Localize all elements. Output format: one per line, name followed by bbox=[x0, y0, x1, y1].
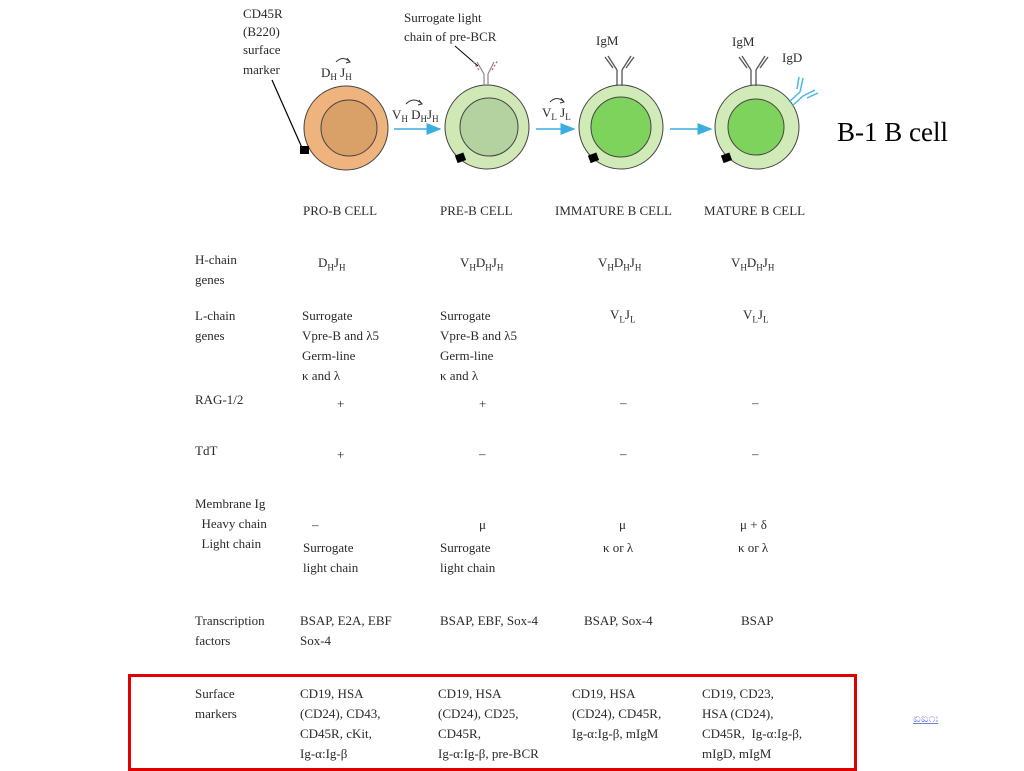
rag-immature: – bbox=[620, 395, 627, 410]
b-cell-development-diagram bbox=[0, 0, 1024, 200]
hchain-pro: $D_HJ_H$ bbox=[318, 255, 346, 273]
igd-receptor bbox=[789, 77, 818, 106]
surface-pre: CD19, HSA (CD24), CD25, CD45R, Ig-α:Ig-β, pre-BCR bbox=[438, 686, 539, 761]
marker-label: CD45R (B220) surface marker bbox=[243, 6, 283, 77]
mature-b-cell-drawing bbox=[715, 34, 818, 169]
marker-pointer-line bbox=[272, 80, 303, 150]
row-label-surface: Surface markers bbox=[195, 686, 237, 721]
corner-link[interactable]: ಏಐ೧ಃ bbox=[913, 711, 939, 725]
lchain-pre: Surrogate Vpre-B and λ5 Germ-line κ and λ bbox=[440, 308, 518, 383]
hchain-mature: $V_HD_HJ_H$ bbox=[731, 255, 775, 273]
row-label-transcription: Transcription factors bbox=[195, 613, 265, 648]
rearrangement-3 bbox=[542, 98, 571, 122]
heavy-pro: – bbox=[312, 517, 319, 532]
surface-mature: CD19, CD23, HSA (CD24), CD45R, Ig-α:Ig-β, mIgD, mIgM bbox=[702, 686, 803, 761]
heavy-pre: μ bbox=[479, 517, 486, 532]
row-label-lchain: L-chain genes bbox=[195, 308, 236, 343]
row-label-rag: RAG-1/2 bbox=[195, 392, 244, 407]
lchain-mature: $V_LJ_L$ bbox=[743, 307, 769, 325]
tf-pro: BSAP, E2A, EBF Sox-4 bbox=[300, 613, 392, 648]
tdt-pro: + bbox=[337, 447, 345, 462]
igm-label-1: IgM bbox=[596, 33, 619, 48]
row-label-membrane-ig: Membrane Ig Heavy chain Light chain bbox=[195, 496, 267, 551]
hchain-immature: $V_HD_HJ_H$ bbox=[598, 255, 642, 273]
svg-text:VL JL: $V_L$ $J_L$ bbox=[542, 105, 571, 122]
lchain-pro: Surrogate Vpre-B and λ5 Germ-line κ and λ bbox=[302, 308, 380, 383]
pro-b-cell-drawing bbox=[300, 86, 388, 170]
row-label-tdt: TdT bbox=[195, 443, 218, 458]
svg-text:VH DHJH: $V_H$ $D_HJ_H$ bbox=[392, 107, 439, 124]
heavy-mature: μ + δ bbox=[740, 517, 767, 532]
tdt-mature: – bbox=[752, 446, 759, 461]
heavy-immature: μ bbox=[619, 517, 626, 532]
tdt-immature: – bbox=[620, 446, 627, 461]
igm-receptor-1 bbox=[605, 56, 634, 86]
rearrangement-2 bbox=[392, 100, 439, 124]
cd45r-marker bbox=[300, 146, 309, 154]
hchain-pre: $V_HD_HJ_H$ bbox=[460, 255, 504, 273]
b1-b-cell-label: B-1 B cell bbox=[837, 117, 948, 147]
immature-b-cell-drawing bbox=[579, 33, 663, 169]
light-pre: Surrogate light chain bbox=[440, 540, 496, 575]
rag-pro: + bbox=[337, 396, 345, 411]
tdt-pre: – bbox=[479, 446, 486, 461]
light-mature: κ or λ bbox=[738, 540, 769, 555]
surface-pro: CD19, HSA (CD24), CD43, CD45R, cKit, Ig-α:Ig-β bbox=[300, 686, 381, 761]
surrogate-label: Surrogate light chain of pre-BCR bbox=[404, 10, 497, 44]
surface-immature: CD19, HSA (CD24), CD45R, Ig-α:Ig-β, mIgM bbox=[572, 686, 662, 741]
header-pro-b: PRO-B CELL bbox=[303, 203, 378, 218]
tf-pre: BSAP, EBF, Sox-4 bbox=[440, 613, 538, 628]
igm-receptor-2 bbox=[739, 56, 768, 86]
row-label-hchain: H-chain genes bbox=[195, 252, 237, 287]
pre-bcr-receptor bbox=[477, 62, 494, 86]
rag-pre: + bbox=[479, 396, 487, 411]
header-mature-b: MATURE B CELL bbox=[704, 203, 806, 218]
igm-label-2: IgM bbox=[732, 34, 755, 49]
rag-mature: – bbox=[752, 395, 759, 410]
header-immature-b: IMMATURE B CELL bbox=[555, 203, 672, 218]
light-pro: Surrogate light chain bbox=[303, 540, 359, 575]
rearrangement-1 bbox=[321, 58, 352, 82]
header-pre-b: PRE-B CELL bbox=[440, 203, 513, 218]
lchain-immature: $V_LJ_L$ bbox=[610, 307, 636, 325]
pre-b-cell-drawing bbox=[445, 60, 529, 169]
tf-immature: BSAP, Sox-4 bbox=[584, 613, 653, 628]
svg-text:DH JH: $D_H$ $J_H$ bbox=[321, 65, 352, 82]
light-immature: κ or λ bbox=[603, 540, 634, 555]
tf-mature: BSAP bbox=[741, 613, 774, 628]
igd-label: IgD bbox=[782, 50, 803, 65]
